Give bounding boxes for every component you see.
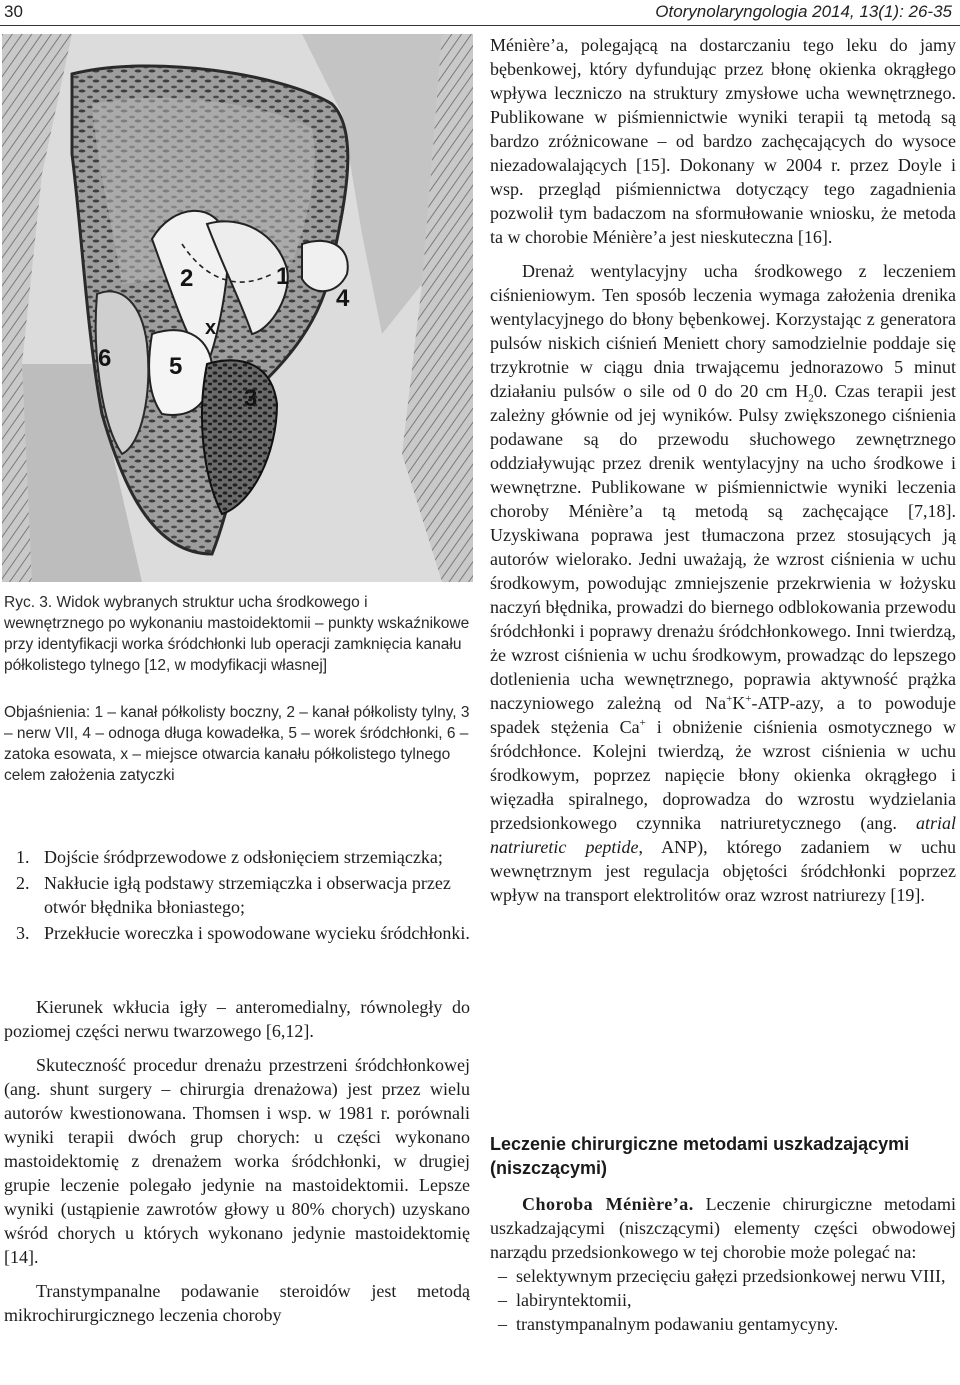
list-item: – transtympanalnym podawaniu gentamycyny.	[498, 1314, 839, 1334]
left-column-text	[4, 995, 470, 1337]
list-item: – selektywnym przecięciu gałęzi przedsionkowej nerwu VIII,	[498, 1266, 946, 1286]
label-4: 4	[336, 285, 350, 312]
section-heading: Leczenie chirurgiczne metodami uszkadzającymi (niszczącymi)	[490, 1134, 910, 1178]
label-2: 2	[180, 265, 194, 292]
superscript: +	[726, 693, 733, 705]
anatomical-figure	[2, 34, 473, 582]
page-number: 30	[4, 2, 23, 21]
paragraph: Kierunek wkłucia igły – anteromedialny, równoległy do poziomej części nerwu twarzowego [6,12].	[4, 997, 470, 1041]
list-item-text: labiryntektomii,	[516, 1290, 632, 1310]
mastoidectomy-drawing	[2, 34, 473, 582]
incus-process-shape	[302, 241, 348, 291]
label-6: 6	[98, 345, 112, 372]
text-run: 0. Czas terapii jest zależny głównie od jej wyników. Pulsy zwiększonego ciśnienia podawane są do przewodu słuchowego zewnętrznego oddziaływując przez drenik wentylacyjny na ucho środkowe i wewnętrzne. Publikowane w piśmiennictwie wyniki leczenia choroby Ménière’a tą metodą są zachęcające [7,18]. Uzyskiwana poprawa jest tłumaczona przez stosujących ją autorów wielorako. Jedni uważają, że wzrost ciśnienia w uchu środkowym, powodując zmniejszenie przekrwienia w łożysku naczyń błędnika, prowadzi do biernego odblokowania przewodu śródchłonki i poprawy drenażu śródchłonkowego. Inni twierdzą, że wzrost ciśnienia w uchu środkowym, prowadząc do lepszego dotlenienia ucha wewnętrznego, poprawia aktywność prążka naczyniowego zależną od Na	[490, 381, 956, 713]
section-body	[490, 1192, 956, 1336]
label-1: 1	[276, 263, 290, 290]
treatment-list	[490, 1264, 956, 1336]
paragraph: Ménière’a, polegającą na dostarczaniu tego leku do jamy bębenkowej, który dyfundując przez błonę okienka okrągłego wpływa leczniczo na struktury zmysłowe ucha wewnętrznego. Publikowane w piśmiennictwie wyniki terapii tą metodą są bardzo zróżnicowane – od bardzo zachęcających do wysoce niezadowalających [15]. Dokonany w 2004 r. przez Doyle i wsp. przegląd piśmiennictwa dotyczący tego zagadnienia pozwolił tym badaczom na sformułowanie wniosku, że metoda ta w chorobie Ménière’a jest nieskuteczna [16].	[490, 35, 956, 247]
text-run: , ANP), którego zadaniem w uchu wewnętrznym jest regulacja objętości śródchłonki poprzez wpływ na transport elektrolitów oraz wzrost natriurezy [19].	[490, 837, 956, 905]
procedure-steps	[4, 845, 470, 947]
step-text: Dojście śródprzewodowe z odsłonięciem strzemiączka;	[44, 847, 443, 867]
superscript: +	[639, 717, 646, 729]
step-item	[4, 871, 470, 919]
paragraph: Skuteczność procedur drenażu przestrzeni śródchłonkowej (ang. shunt surgery – chirurgia drenażowa) jest przez wielu autorów kwestionowana. Thomsen i wsp. w 1981 r. porównali wyniki terapii dwóch grup chorych: u części wykonano mastoidektomię z drenażem worka śródchłonki, w drugiej grupie leczenie polegało jedynie na mastoidektomii. Lepsze wyniki (ustąpienie zawrotów głowy u 80% chorych) uzyskano wśród chorych u których wykonano jedynie mastoidektomię [14].	[4, 1055, 470, 1267]
running-header	[0, 0, 960, 28]
right-column-text	[490, 33, 956, 917]
journal-citation: Otorynolaryngologia 2014, 13(1): 26-35	[655, 2, 952, 21]
step-text: Nakłucie igłą podstawy strzemiączka i obserwacja przez otwór błędnika błoniastego;	[44, 873, 451, 917]
list-item-text: selektywnym przecięciu gałęzi przedsionkowej nerwu VIII,	[516, 1266, 946, 1286]
step-number: 1.	[16, 847, 30, 867]
figure-legend: Objaśnienia: 1 – kanał półkolisty boczny, 2 – kanał półkolisty tylny, 3 – nerw VII, 4 – odnoga długa kowadełka, 5 – worek śródchłonki, 6 – zatoka esowata, x – miejsce otwarcia kanału półkolistego tylnego celem założenia zatyczki	[4, 704, 470, 784]
step-text: Przekłucie woreczka i spowodowane wycieku śródchłonki.	[44, 923, 470, 943]
step-number: 3.	[16, 923, 30, 943]
text-run: i obniżenie ciśnienia osmotycznego w śródchłonce. Kolejni twierdzą, że wzrost ciśnienia w uchu środkowym, poprzez napięcie błony okienka okrągłego i więzadła spiralnego, doprowadza do wzrostu wydzielania przedsionkowego czynnika natriuretycznego (ang.	[490, 717, 956, 833]
step-number: 2.	[16, 873, 30, 893]
figure-caption: Ryc. 3. Widok wybranych struktur ucha środkowego i wewnętrznego po wykonaniu mastoidektomii – punkty wskaźnikowe przy identyfikacji worka śródchłonki lub operacji zamknięcia kanału półkolistego tylnego [12, w modyfikacji własnej]	[4, 594, 470, 674]
paragraph	[490, 259, 956, 907]
text-run: K	[732, 693, 746, 713]
paragraph	[490, 1192, 956, 1264]
text-run: Drenaż wentylacyjny ucha środkowego z leczeniem ciśnieniowym. Ten sposób leczenia wymaga założenia drenika wentylacyjnego do błony bębenkowej. Korzystając z generatora pulsów niskich ciśnień Meniett chory samodzielnie poddaje się trzykrotnie w ciągu dnia trwającemu jednorazowo 5 minut działaniu pulsów o sile od 0 do 20 cm H	[490, 261, 956, 401]
text-run: -ATP-azy, a to powoduje spadek stężenia Ca	[490, 693, 956, 737]
subscript: 2	[808, 392, 814, 405]
label-x: x	[205, 317, 217, 339]
list-item: – labiryntektomii,	[498, 1290, 632, 1310]
list-item-text: transtympanalnym podawaniu gentamycyny.	[516, 1314, 839, 1334]
italic-term: atrial natriuretic peptide	[490, 813, 956, 857]
superscript: +	[745, 693, 752, 705]
step-item	[4, 845, 470, 869]
header-rule	[0, 25, 960, 26]
step-item	[4, 921, 470, 945]
label-3: 3	[244, 385, 258, 412]
runin-heading: Choroba Ménière’a.	[522, 1194, 694, 1214]
text-run: Leczenie chirurgiczne metodami uszkadzającymi (niszczącymi) elementy części obwodowej narządu przedsionkowego w tej chorobie może polegać na:	[490, 1194, 957, 1262]
paragraph: Transtympanalne podawanie steroidów jest metodą mikrochirurgicznego leczenia choroby	[4, 1281, 470, 1325]
label-5: 5	[169, 353, 183, 380]
